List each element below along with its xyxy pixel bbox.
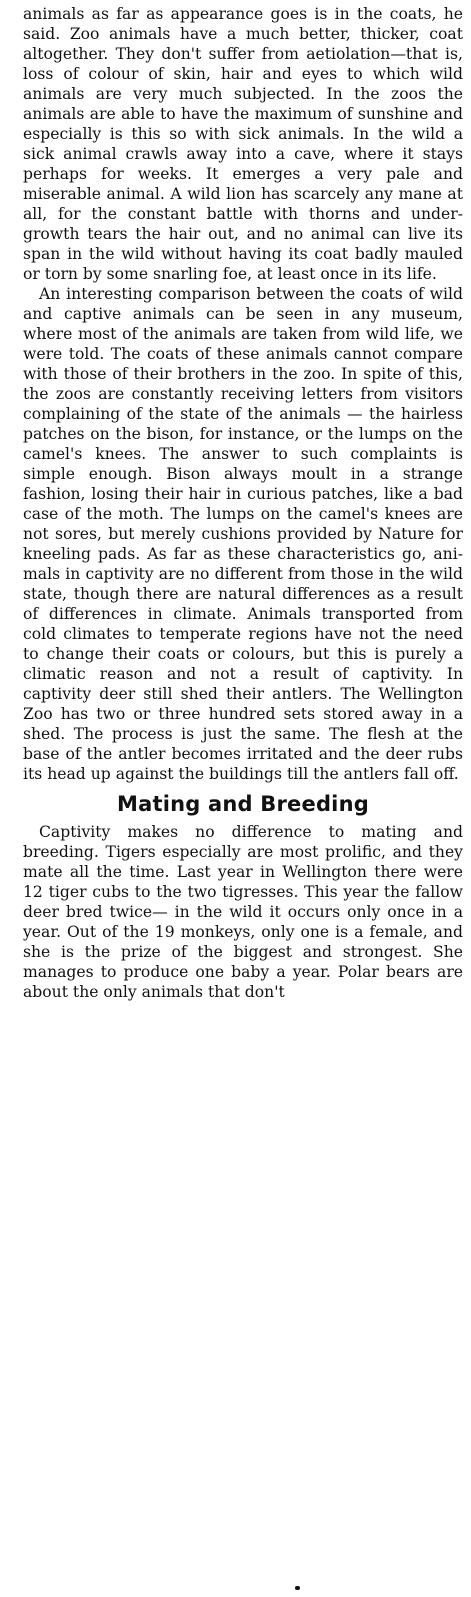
paragraph-museum-comparison: An interesting comparison between the coats of wild and captive animals can be seen in any museum, where most of the animals are taken from wild life, we were told. The coats of these animals cannot compare with those of their brothers in the zoo. In spite of this, the zoos are constantly receiving letters from visitors complaining of the state of the animals — the hairless patches on the bison, for instance, or the lumps on the camel's knees. The answer to such complaints is simple enough. Bison always moult in a strange fashion, losing their hair in curious patches, like a bad case of the moth. The lumps on the camel's knees are not sores, but merely cushions provided by Nature for kneeling pads. As far as these characteristics go, animals in captivity are no different from those in the wild state, though there are natural differences as a result of differences in climate. Animals transported from cold climates to temperate regions have not the need to change their coats or colours, but this is purely a climatic reason and not a result of captivity. In captivity deer still shed their antlers. The Wellington Zoo has two or three hundred sets stored away in a shed. The process is just the same. The flesh at the base of the antler becomes irritated and the deer rubs its head up against the buildings till the antlers fall off. (23, 285, 463, 783)
article-column (23, 4, 463, 1002)
print-speck (295, 1586, 300, 1590)
paragraph-mating-breeding: Captivity makes no difference to mating and breeding. Tigers especially are most prolific, and they mate all the time. Last year in Wellington there were 12 tiger cubs to the two tigresses. This year the fallow deer bred twice— in the wild it occurs only once in a year. Out of the 19 monkeys, only one is a female, and she is the prize of the biggest and strongest. She manages to produce one baby a year. Polar bears are about the only animals that don't (23, 823, 463, 1001)
section-heading: Mating and Breeding (117, 792, 369, 816)
paragraph-coats: animals as far as appearance goes is in the coats, he said. Zoo animals have a much better, thicker, coat altogether. They don't suffer from aetiolation—that is, loss of colour of skin, hair and eyes to which wild animals are very much subjected. In the zoos the animals are able to have the maximum of sunshine and especially is this so with sick animals. In the wild a sick animal crawls away into a cave, where it stays perhaps for weeks. It emerges a very pale and miserable animal. A wild lion has scarcely any mane at all, for the constant battle with thorns and undergrowth tears the hair out, and no animal can live its span in the wild without having its coat badly mauled or torn by some snarling foe, at least once in its life. (23, 5, 463, 283)
